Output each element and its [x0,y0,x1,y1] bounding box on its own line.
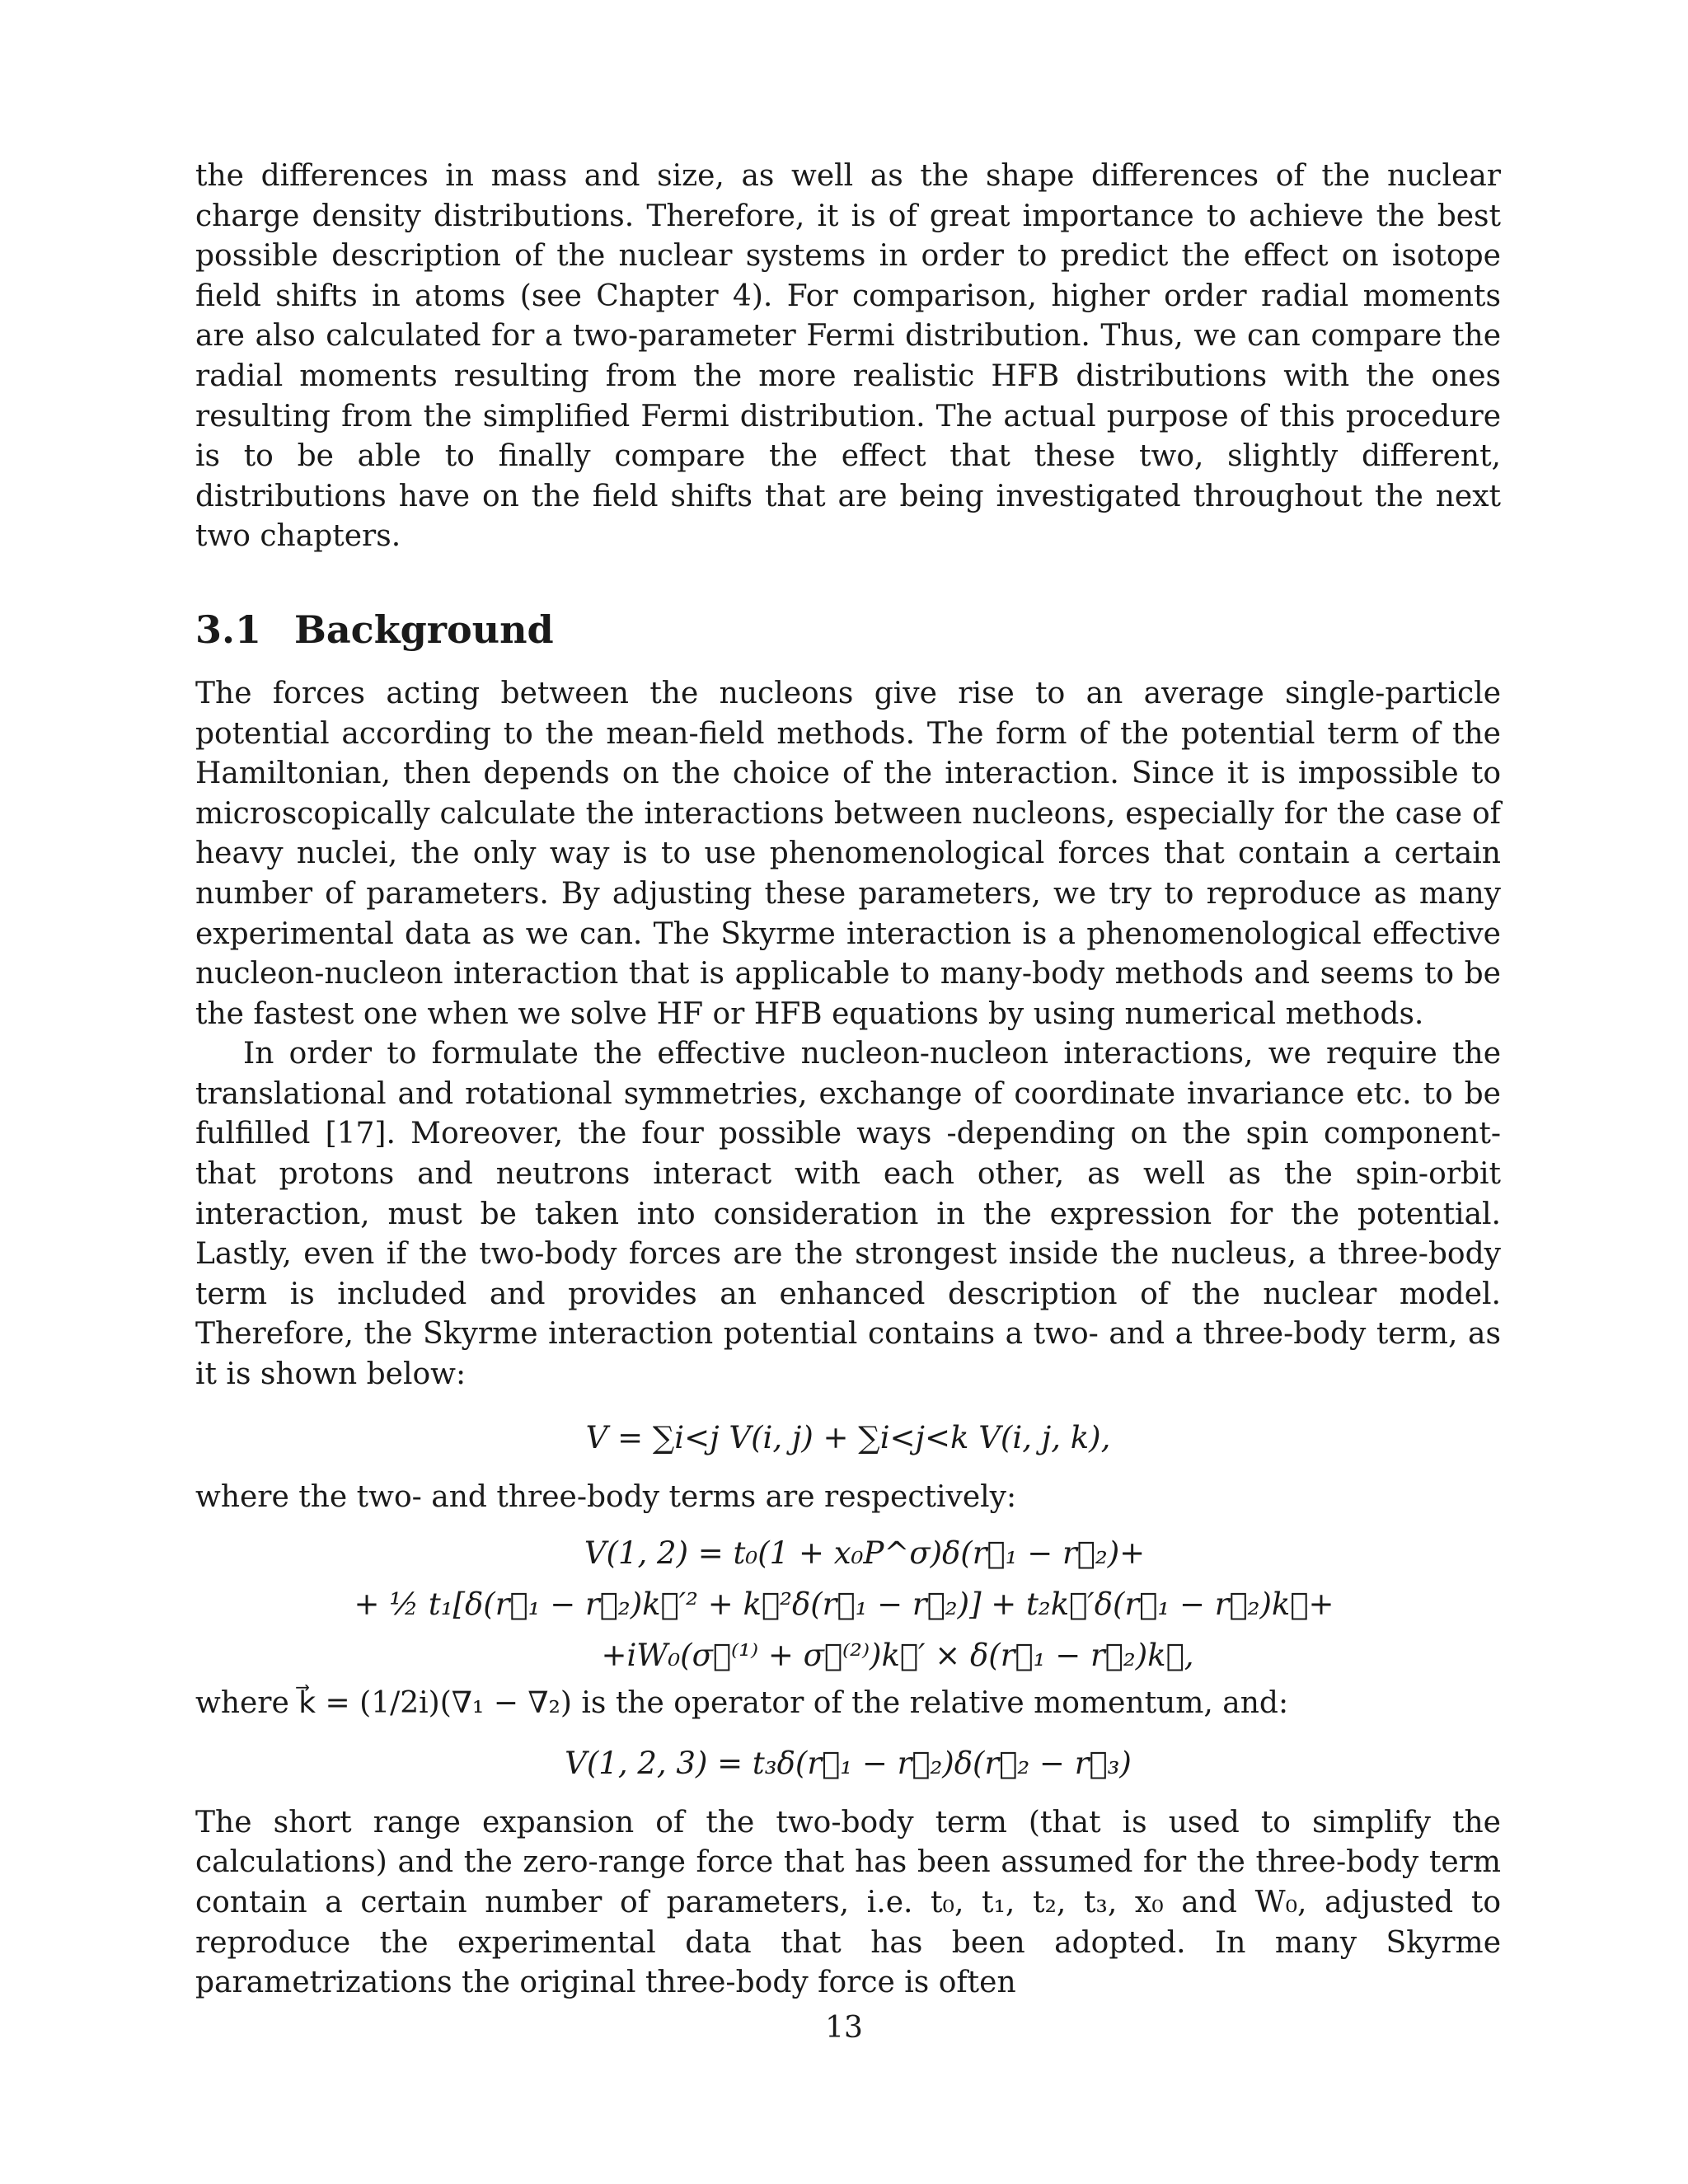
equation-two-body [195,1530,1501,1679]
equation-three-body: V(1, 2, 3) = t₃δ(r⃗₁ − r⃗₂)δ(r⃗₂ − r⃗₃) [565,1745,1132,1781]
section-heading [195,607,1501,653]
page-body [195,157,1501,2004]
equation-two-body-line-2: + ½ t₁[δ(r⃗₁ − r⃗₂)k⃗′² + k⃗²δ(r⃗₁ − r⃗₂)] + t₂k⃗′δ(r⃗₁ − r⃗₂)k⃗+ [354,1586,1334,1623]
paragraph-background-2: In order to formulate the effective nucleon-nucleon interactions, we require the translational and rotational symmetries, exchange of coordinate invariance etc. to be fulfilled [17]. Moreover, the four possible ways -depending on the spin component- that protons and neutrons interact with each other, as well as the spin-orbit interaction, must be taken into consideration in the expression for the potential. Lastly, even if the two-body forces are the strongest inside the nucleus, a three-body term is included and provides an enhanced description of the nuclear model. Therefore, the Skyrme interaction potential contains a two- and a three-body term, as it is shown below: [195,1037,1501,1392]
equation-two-body-line-3: +iW₀(σ⃗⁽¹⁾ + σ⃗⁽²⁾)k⃗′ × δ(r⃗₁ − r⃗₂)k⃗, [601,1638,1194,1674]
section-number: 3.1 [195,607,262,652]
section-title: Background [294,607,554,652]
text-after-equation-1: where the two- and three-body terms are respectively: [195,1479,1017,1514]
text-after-equation-2: where k⃗ = (1/2i)(∇₁ − ∇₂) is the operator of the relative momentum, and: [195,1686,1289,1721]
page-number: 13 [825,2011,863,2045]
paragraph-background-3: The short range expansion of the two-body term (that is used to simplify the calculations) and the zero-range force that has been assumed for the three-body term contain a certain number of parameters, i.e. t₀, t₁, t₂, t₃, x₀ and W₀, adjusted to reproduce the experimental data that has been adopted. In many Skyrme parametrizations the original three-body force is often [195,1805,1501,2000]
paragraph-background-1: The forces acting between the nucleons give rise to an average single-particle potential according to the mean-field methods. The form of the potential term of the Hamiltonian, then depends on the choice of the interaction. Since it is impossible to microscopically calculate the interactions between nucleons, especially for the case of heavy nuclei, the only way is to use phenomenological forces that contain a certain number of parameters. By adjusting these parameters, we try to reproduce as many experimental data as we can. The Skyrme interaction is a phenomenological effective nucleon-nucleon interaction that is applicable to many-body methods and seems to be the fastest one when we solve HF or HFB equations by using numerical methods. [195,676,1501,1031]
equation-two-body-line-1: V(1, 2) = t₀(1 + x₀P^σ)δ(r⃗₁ − r⃗₂)+ [584,1535,1146,1572]
equation-potential-sum: V = ∑i<j V(i, j) + ∑i<j<k V(i, j, k), [585,1419,1111,1455]
intro-paragraph: the differences in mass and size, as well as the shape differences of the nuclear charge density distributions. Therefore, it is of great importance to achieve the best possible description of the nuclear systems in order to predict the effect on isotope field shifts in atoms (see Chapter 4). For comparison, higher order radial moments are also calculated for a two-parameter Fermi distribution. Thus, we can compare the radial moments resulting from the more realistic HFB distributions with the ones resulting from the simplified Fermi distribution. The actual purpose of this procedure is to be able to finally compare the effect that these two, slightly different, distributions have on the field shifts that are being investigated throughout the next two chapters. [195,159,1501,554]
